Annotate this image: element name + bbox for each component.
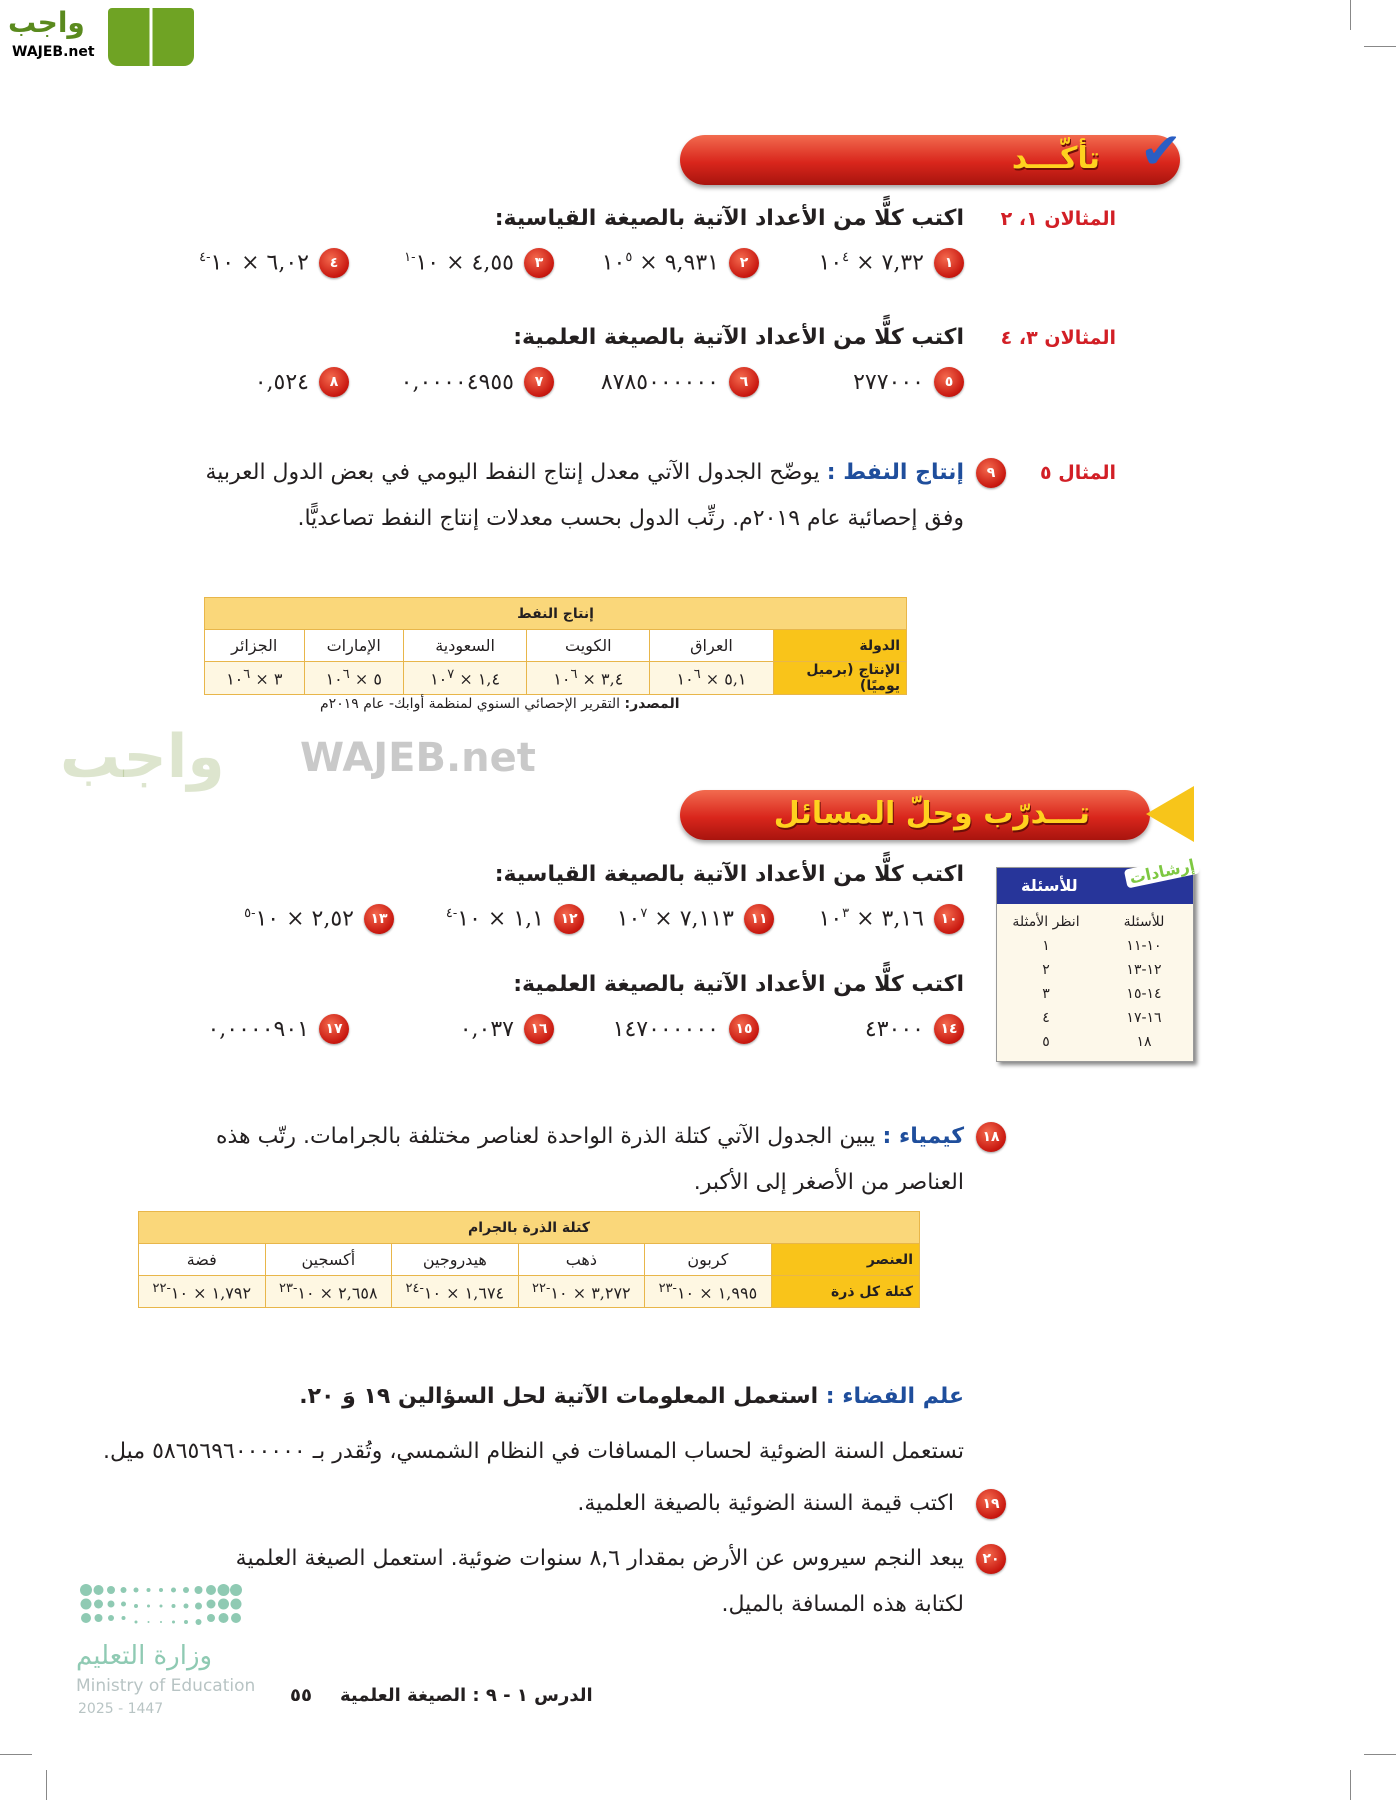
logo-dot xyxy=(147,1605,150,1608)
value-cell: ١,٧٩٢ × $١٠^{-٢٢}$ xyxy=(139,1276,266,1308)
logo-dot xyxy=(171,1588,176,1593)
logo-dot xyxy=(107,1586,115,1594)
logo-dot xyxy=(108,1615,114,1621)
crop-mark xyxy=(1350,0,1351,30)
logo-dot xyxy=(148,1621,150,1623)
value-cell: ١,٦٧٤ × $١٠^{-٢٤}$ xyxy=(392,1276,519,1308)
hint-questions: ١٨ xyxy=(1136,1034,1152,1050)
practice-banner: تـــدرّب وحلّ المسائل xyxy=(680,790,1150,840)
ministry-name-en: Ministry of Education xyxy=(76,1676,256,1696)
logo-dot xyxy=(207,1614,215,1622)
header-cell: العراق xyxy=(650,630,773,662)
value-cell: ٣,٢٧٢ × $١٠^{-٢٢}$ xyxy=(518,1276,645,1308)
header-cell: أكسجين xyxy=(265,1244,392,1276)
logo-dot xyxy=(81,1599,92,1610)
logo-dot xyxy=(218,1599,229,1610)
exercise-row xyxy=(144,1014,964,1044)
logo-dot xyxy=(135,1621,138,1624)
logo-dot xyxy=(81,1613,91,1623)
exercise-value: ٤,٥٥ × $١٠^{-١}$ xyxy=(404,250,514,276)
instruction: اكتب كلًّا من الأعداد الآتية بالصيغة القياسية: xyxy=(494,862,964,887)
exercise-number: ٣ xyxy=(524,248,554,278)
value-cell: ٥,١ × $١٠^٦$ xyxy=(650,662,773,695)
header-cell: ذهب xyxy=(518,1244,645,1276)
crop-mark xyxy=(0,1754,32,1755)
logo-dot xyxy=(183,1587,189,1593)
exercise-row xyxy=(144,367,964,397)
example-ref: المثال ٥ xyxy=(1040,462,1116,484)
example-ref: المثالان ١، ٢ xyxy=(1000,208,1116,230)
logo-dot xyxy=(147,1588,151,1592)
logo-dot xyxy=(206,1585,216,1595)
exercise-number: ١٣ xyxy=(364,904,394,934)
header-cell: الكويت xyxy=(527,630,650,662)
exercise-item xyxy=(554,248,759,278)
hint-example: ٣ xyxy=(1042,986,1050,1002)
exercise-number: ١ xyxy=(934,248,964,278)
exercise-item xyxy=(204,904,394,934)
exercise-value: ٩,٩٣١ × $١٠^٥$ xyxy=(601,250,719,276)
logo-dot xyxy=(159,1588,163,1592)
wajeb-logo: واجب WAJEB.net xyxy=(8,6,188,66)
logo-dot xyxy=(172,1604,176,1608)
ministry-name-ar: وزارة التعليم xyxy=(76,1641,213,1671)
exercise-number: ٤ xyxy=(319,248,349,278)
logo-dot xyxy=(122,1616,126,1620)
hint-questions: ١٦-١٧ xyxy=(1126,1010,1162,1026)
exercise-item xyxy=(774,904,964,934)
logo-dot xyxy=(207,1600,216,1609)
exercise-number: ٥ xyxy=(934,367,964,397)
exercise-value: ٠,٠٠٠٠٩٠١ xyxy=(207,1016,309,1042)
exercise-number: ١١ xyxy=(744,904,774,934)
logo-dot xyxy=(195,1586,203,1594)
question-20: ٢٠ يبعد النجم سيروس عن الأرض بمقدار ٨,٦ سنوات ضوئية. استعمل الصيغة العلمية لكتابة هذه المسافة بالميل. xyxy=(184,1536,964,1628)
questions-column: للأسئلة ١٠-١١ ١٢-١٣ ١٤-١٥ ١٦-١٧ ١٨ xyxy=(1095,910,1193,1054)
logo-dot xyxy=(195,1603,202,1610)
value-cell: ٥ × $١٠^٦$ xyxy=(304,662,403,695)
logo-dot xyxy=(108,1601,115,1608)
exercise-value: ٦,٠٢ × $١٠^{-٤}$ xyxy=(199,250,309,276)
lesson-title: الدرس ١ - ٩ : الصيغة العلمية xyxy=(340,1685,593,1706)
table-source: المصدر: التقرير الإحصائي السنوي لمنظمة أوابك- عام ٢٠١٩م xyxy=(320,696,680,712)
value-cell: ٣ × $١٠^٦$ xyxy=(205,662,305,695)
logo-dot xyxy=(95,1614,103,1622)
logo-dot xyxy=(196,1619,202,1625)
examples-column: انظر الأمثلة ١ ٢ ٣ ٤ ٥ xyxy=(997,910,1095,1054)
crop-mark xyxy=(46,1770,47,1800)
value-cell: ٢,٦٥٨ × $١٠^{-٢٣}$ xyxy=(265,1276,392,1308)
exercise-row xyxy=(204,904,964,934)
exercise-value: ٢,٥٢ × $١٠^{-٥}$ xyxy=(244,906,354,932)
crop-mark xyxy=(1350,1770,1351,1800)
logo-dot xyxy=(184,1620,188,1624)
logo-dot xyxy=(134,1604,138,1608)
value-cell: ١,٤ × $١٠^٧$ xyxy=(403,662,526,695)
logo-dot xyxy=(184,1604,189,1609)
checkmark-icon: ✔ xyxy=(1140,122,1182,180)
hint-example: ٤ xyxy=(1042,1010,1050,1026)
value-cell: ١,٩٩٥ × $١٠^{-٢٣}$ xyxy=(645,1276,772,1308)
exercise-item xyxy=(759,248,964,278)
exercise-item xyxy=(554,1014,759,1044)
logo-dot xyxy=(94,1585,104,1595)
logo-dot xyxy=(219,1613,229,1623)
exercise-item xyxy=(144,367,349,397)
exercise-number: ١٦ xyxy=(524,1014,554,1044)
hint-example: ٢ xyxy=(1042,962,1050,978)
exercise-item xyxy=(349,248,554,278)
row-label: الدولة xyxy=(773,630,906,662)
exercise-item xyxy=(584,904,774,934)
exercise-item xyxy=(144,1014,349,1044)
header-cell: هيدروجين xyxy=(392,1244,519,1276)
instruction: اكتب كلًّا من الأعداد الآتية بالصيغة العلمية: xyxy=(513,972,964,997)
arrow-icon xyxy=(1146,786,1194,842)
exercise-value: ٨٧٨٥٠٠٠٠٠٠ xyxy=(600,369,719,395)
exercise-number: ١٢ xyxy=(554,904,584,934)
exercise-value: ٧,١١٣ × $١٠^٧$ xyxy=(616,906,734,932)
exercise-number: ١٤ xyxy=(934,1014,964,1044)
exercise-value: ١٤٧٠٠٠٠٠٠ xyxy=(612,1016,719,1042)
exercise-item xyxy=(144,248,349,278)
hint-questions: ١٠-١١ xyxy=(1126,938,1162,954)
logo-dot xyxy=(160,1605,163,1608)
exercise-number: ٨ xyxy=(319,367,349,397)
exercise-number: ١٥ xyxy=(729,1014,759,1044)
crop-mark xyxy=(1364,1754,1396,1755)
logo-dot xyxy=(80,1584,92,1596)
logo-dot xyxy=(121,1602,126,1607)
watermark: WAJEB.net xyxy=(300,735,536,781)
question-18: ١٨ كيمياء : يبين الجدول الآتي كتلة الذرة الواحدة لعناصر مختلفة بالجرامات. رتّب هذه العناصر من الأصغر إلى الأكبر. xyxy=(164,1114,964,1206)
header-cell: الجزائر xyxy=(205,630,305,662)
example-ref: المثالان ٣، ٤ xyxy=(1000,327,1116,349)
exercise-item xyxy=(554,367,759,397)
logo-dot xyxy=(230,1584,242,1596)
logo-dot xyxy=(94,1600,103,1609)
table-title: كتلة الذرة بالجرام xyxy=(139,1212,920,1244)
check-banner: تأكّـــد xyxy=(680,135,1180,185)
logo-dot xyxy=(134,1588,139,1593)
crop-mark xyxy=(1364,46,1396,47)
exercise-number: ١٠ xyxy=(934,904,964,934)
header-cell: السعودية xyxy=(403,630,526,662)
space-heading: علم الفضاء : استعمل المعلومات الآتية لحل السؤالين ١٩ وَ ٢٠. xyxy=(299,1384,964,1409)
question-9: ٩ إنتاج النفط : يوضّح الجدول الآتي معدل إنتاج النفط اليومي في بعض الدول العربية وفق إحصائية عام ٢٠١٩م. رتِّب الدول بحسب معدلات إنتاج النفط تصاعديًّا. xyxy=(174,450,964,542)
header-cell: فضة xyxy=(139,1244,266,1276)
exercise-value: ٣,١٦ × $١٠^٣$ xyxy=(818,906,924,932)
exercise-number: ٦ xyxy=(729,367,759,397)
oil-production-table xyxy=(204,597,907,695)
ministry-logo-dots xyxy=(78,1582,248,1638)
exercise-item xyxy=(349,367,554,397)
logo-dot xyxy=(160,1621,162,1623)
hint-example: ١ xyxy=(1042,938,1050,954)
watermark: واجب xyxy=(60,722,225,792)
exercise-number: ١٧ xyxy=(319,1014,349,1044)
book-icon xyxy=(108,8,194,66)
exercise-number: ٧ xyxy=(524,367,554,397)
logo-dot xyxy=(121,1587,127,1593)
hint-questions: ١٤-١٥ xyxy=(1126,986,1162,1002)
row-label: العنصر xyxy=(771,1244,919,1276)
exercise-row xyxy=(144,248,964,278)
header-cell: كربون xyxy=(645,1244,772,1276)
value-cell: ٣,٤ × $١٠^٦$ xyxy=(527,662,650,695)
row-label: كتلة كل ذرة xyxy=(771,1276,919,1308)
logo-dot xyxy=(231,1613,241,1623)
exercise-value: ٠,٠٣٧ xyxy=(459,1016,514,1042)
hints-box: للأسئلة إرشادات للأسئلة ١٠-١١ ١٢-١٣ ١٤-١٥ ١٦-١٧ ١٨ انظر الأمثلة ١ ٢ ٣ ٤ ٥ xyxy=(996,867,1194,1062)
exercise-value: ١,١ × $١٠^{-٤}$ xyxy=(445,906,544,932)
year: 2025 - 1447 xyxy=(78,1701,164,1717)
exercise-value: ٠,٥٢٤ xyxy=(254,369,309,395)
row-label: الإنتاج (برميل يوميًا) xyxy=(773,662,906,695)
exercise-item xyxy=(759,367,964,397)
atom-mass-table xyxy=(138,1211,920,1308)
exercise-item xyxy=(394,904,584,934)
exercise-value: ٧,٣٢ × $١٠^٤$ xyxy=(818,250,924,276)
table-title: إنتاج النفط xyxy=(205,598,907,630)
logo-dot xyxy=(231,1599,242,1610)
exercise-value: ٢٧٧٠٠٠ xyxy=(853,369,924,395)
exercise-value: ٠,٠٠٠٠٤٩٥٥ xyxy=(400,369,514,395)
header-cell: الإمارات xyxy=(304,630,403,662)
instruction: اكتب كلًّا من الأعداد الآتية بالصيغة القياسية: xyxy=(494,206,964,231)
logo-dot xyxy=(218,1584,230,1596)
space-text: تستعمل السنة الضوئية لحساب المسافات في النظام الشمسي، وتُقدر بـ ٥٨٦٥٦٩٦٠٠٠٠٠٠ ميل. xyxy=(103,1439,964,1464)
question-19: ١٩ اكتب قيمة السنة الضوئية بالصيغة العلمية. xyxy=(577,1481,964,1527)
exercise-number: ٢ xyxy=(729,248,759,278)
hint-example: ٥ xyxy=(1042,1034,1050,1050)
logo-dot xyxy=(172,1621,175,1624)
exercise-item xyxy=(349,1014,554,1044)
exercise-value: ٤٣٠٠٠ xyxy=(864,1016,924,1042)
page-number: ٥٥ xyxy=(290,1685,312,1706)
exercise-item xyxy=(759,1014,964,1044)
hint-questions: ١٢-١٣ xyxy=(1126,962,1162,978)
instruction: اكتب كلًّا من الأعداد الآتية بالصيغة العلمية: xyxy=(513,325,964,350)
